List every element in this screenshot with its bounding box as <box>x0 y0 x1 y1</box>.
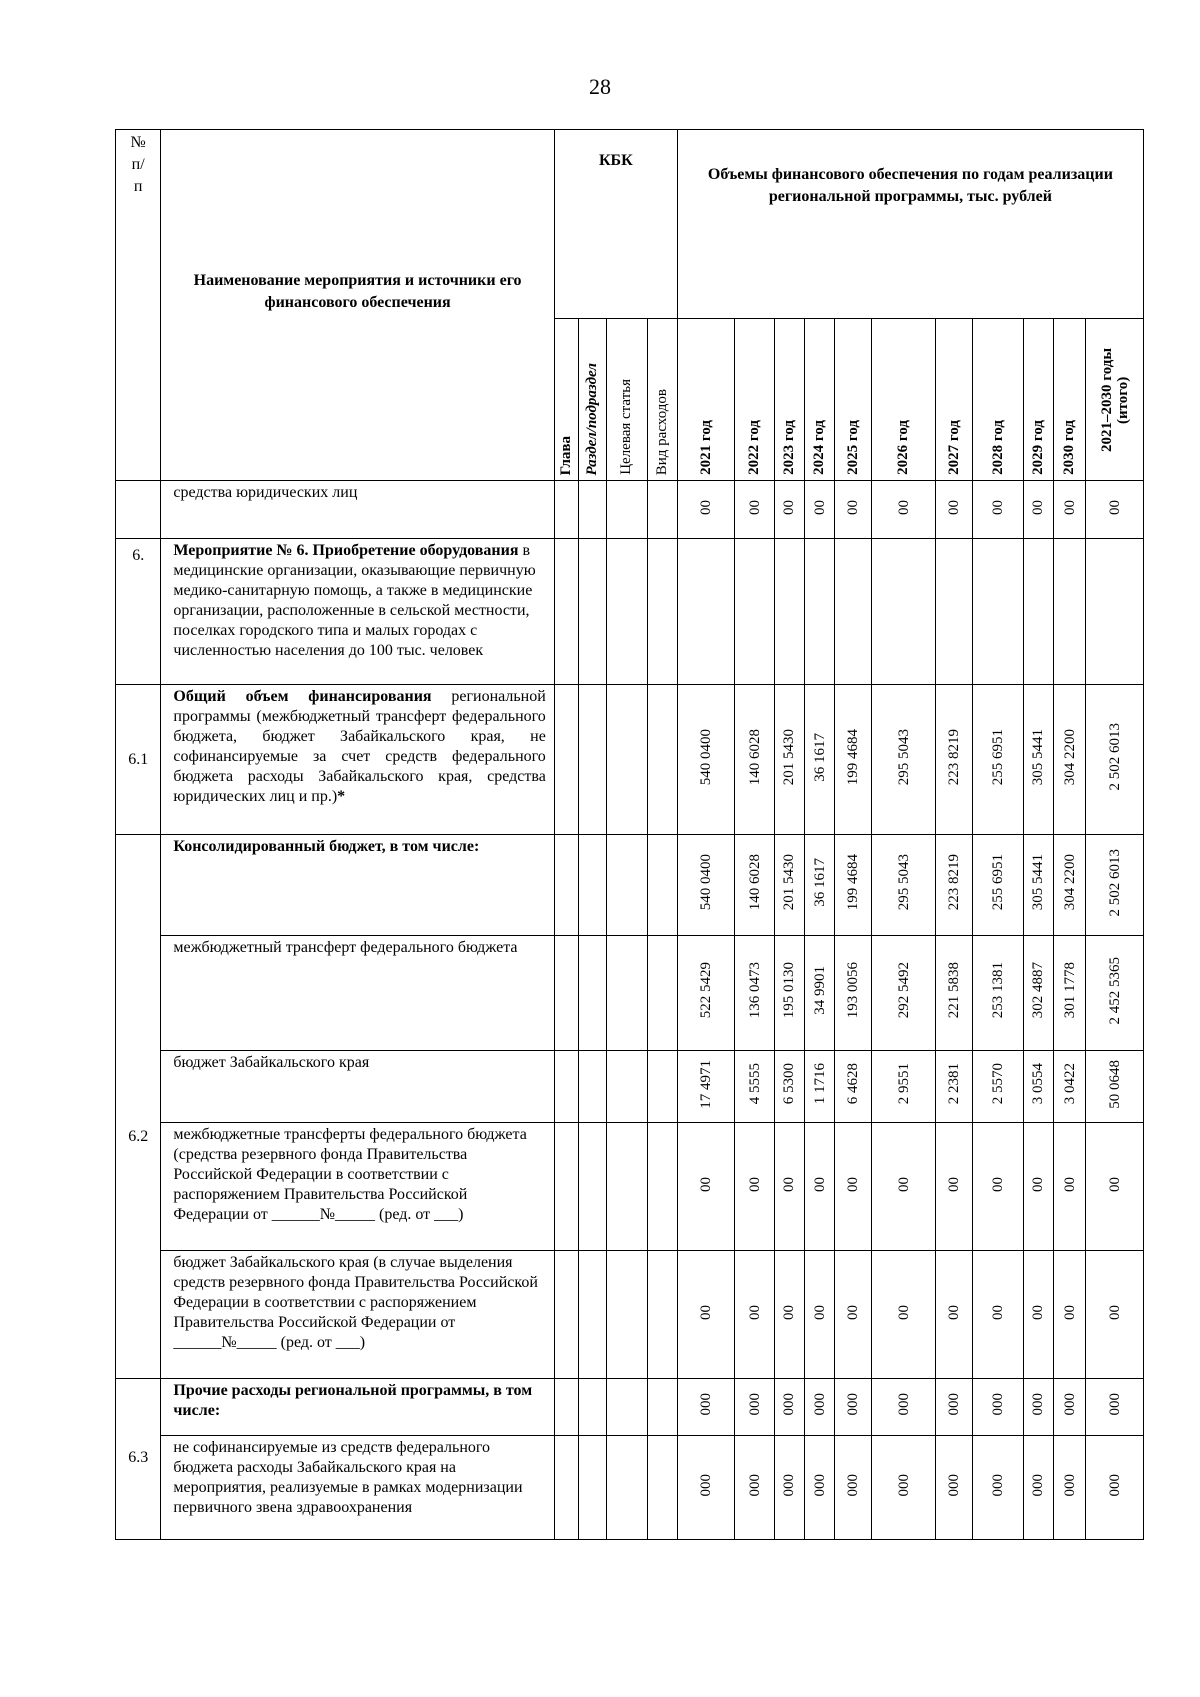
value-cell <box>973 685 1023 835</box>
value-cell <box>835 936 872 1051</box>
row-text: Консолидированный бюджет, в том числе: <box>161 835 554 936</box>
name-header: Наименование мероприятия и источники его финансового обеспечения <box>161 130 554 481</box>
value-cell <box>1054 936 1086 1051</box>
value-cell <box>872 1051 936 1123</box>
year-total: 2021–2030 годы (итого) <box>1086 319 1144 481</box>
value-text: 3 0554 <box>1030 1063 1047 1105</box>
value-cell <box>1054 1436 1086 1540</box>
value-cell <box>1023 835 1053 936</box>
value-text: 000 <box>1106 1473 1123 1497</box>
year-2029: 2029 год <box>1023 319 1053 481</box>
value-cell <box>677 1051 734 1123</box>
value-text: 223 8219 <box>946 854 963 911</box>
table-row <box>116 481 1144 539</box>
value-text: 140 6028 <box>746 854 763 911</box>
table-row <box>116 1251 1144 1379</box>
value-cell <box>735 685 774 835</box>
value-text: 000 <box>845 1473 862 1497</box>
value-text: 140 6028 <box>746 728 763 786</box>
value-cell <box>774 1379 804 1436</box>
value-cell <box>835 685 872 835</box>
value-text: 136 0473 <box>746 962 763 1019</box>
year-2030: 2030 год <box>1054 319 1086 481</box>
table-row <box>116 936 1144 1051</box>
value-text: 000 <box>811 1393 828 1416</box>
value-text: 000 <box>1030 1473 1047 1497</box>
value-text: 00 <box>990 1304 1007 1320</box>
row-text: бюджет Забайкальского края <box>161 1051 554 1123</box>
value-cell <box>936 1379 973 1436</box>
value-text: 00 <box>946 499 963 515</box>
year-2024: 2024 год <box>804 319 834 481</box>
value-text: 522 5429 <box>698 962 715 1019</box>
value-text: 000 <box>895 1473 912 1497</box>
value-text: 00 <box>1106 1304 1123 1320</box>
year-2027: 2027 год <box>936 319 973 481</box>
value-cell <box>973 1379 1023 1436</box>
value-cell <box>735 835 774 936</box>
value-text: 000 <box>781 1473 798 1497</box>
year-2025: 2025 год <box>835 319 872 481</box>
row-text: Общий объем финансирования региональной программы (межбюджетный трансферт федерального бюджета, бюджет Забайкальского края, не софинансируемые за счет средств федерального бюджета расходы Забайкальского края, средства юридических лиц и пр.)* <box>161 685 554 835</box>
value-text: 193 0056 <box>845 962 862 1019</box>
value-cell <box>804 481 834 539</box>
value-cell <box>1023 936 1053 1051</box>
year-2022: 2022 год <box>735 319 774 481</box>
value-cell <box>1054 1379 1086 1436</box>
value-cell <box>774 1123 804 1251</box>
value-cell <box>1054 685 1086 835</box>
value-cell <box>804 685 834 835</box>
value-cell <box>973 835 1023 936</box>
value-text: 201 5430 <box>781 854 798 911</box>
value-text: 00 <box>698 1176 715 1192</box>
value-text: 000 <box>990 1393 1007 1416</box>
value-text: 00 <box>746 1176 763 1192</box>
value-text: 304 2200 <box>1061 728 1078 786</box>
value-text: 00 <box>781 1304 798 1320</box>
value-text: 000 <box>895 1393 912 1416</box>
value-text: 00 <box>811 1304 828 1320</box>
value-text: 00 <box>895 499 912 515</box>
year-2028: 2028 год <box>973 319 1023 481</box>
value-cell <box>1023 1436 1053 1540</box>
value-cell <box>1023 1051 1053 1123</box>
value-cell <box>677 835 734 936</box>
value-cell <box>677 936 734 1051</box>
value-cell <box>804 1251 834 1379</box>
value-cell <box>973 1123 1023 1251</box>
value-text: 36 1617 <box>811 858 828 907</box>
value-text: 000 <box>746 1393 763 1416</box>
value-text: 4 5555 <box>746 1063 763 1105</box>
value-cell <box>872 936 936 1051</box>
value-cell <box>973 936 1023 1051</box>
value-cell <box>1054 835 1086 936</box>
row-text: Мероприятие № 6. Приобретение оборудования в медицинские организации, оказывающие первичную медико-санитарную помощь, а также в медицинские организации, расположенные в сельской местности, поселках городского типа и малых городах с численностью населения до 100 тыс. человек <box>161 539 554 685</box>
value-cell <box>936 685 973 835</box>
value-text: 000 <box>990 1473 1007 1497</box>
table-row <box>116 835 1144 936</box>
value-text: 2 502 6013 <box>1106 848 1123 917</box>
value-cell <box>774 1051 804 1123</box>
value-text: 00 <box>1030 499 1047 515</box>
value-text: 2 2381 <box>946 1063 963 1105</box>
value-text: 00 <box>990 499 1007 515</box>
value-cell <box>936 1251 973 1379</box>
value-text: 00 <box>946 1176 963 1192</box>
value-cell <box>1086 1436 1144 1540</box>
row-index: 6.2 <box>116 835 161 1379</box>
value-text: 00 <box>845 499 862 515</box>
value-cell <box>1086 835 1144 936</box>
value-text: 253 1381 <box>990 962 1007 1019</box>
value-cell <box>973 1251 1023 1379</box>
value-cell <box>677 1123 734 1251</box>
value-text: 223 8219 <box>946 728 963 786</box>
value-cell <box>973 1051 1023 1123</box>
value-cell <box>1086 1251 1144 1379</box>
value-text: 00 <box>946 1304 963 1320</box>
value-text: 304 2200 <box>1061 854 1078 911</box>
value-text: 6 5300 <box>781 1063 798 1105</box>
value-cell <box>804 1379 834 1436</box>
value-cell <box>677 685 734 835</box>
value-cell <box>973 1436 1023 1540</box>
value-text: 00 <box>1106 1176 1123 1192</box>
value-text: 17 4971 <box>698 1059 715 1109</box>
value-cell <box>936 1051 973 1123</box>
value-cell <box>774 835 804 936</box>
value-text: 000 <box>946 1473 963 1497</box>
value-text: 199 4684 <box>845 854 862 911</box>
value-text: 2 9551 <box>895 1063 912 1105</box>
value-cell <box>804 1436 834 1540</box>
value-cell <box>1086 936 1144 1051</box>
value-text: 00 <box>1106 499 1123 515</box>
value-text: 1 1716 <box>811 1063 828 1105</box>
value-text: 00 <box>895 1176 912 1192</box>
value-text: 2 5570 <box>990 1063 1007 1105</box>
value-cell <box>735 1379 774 1436</box>
value-cell <box>774 1251 804 1379</box>
value-cell <box>835 1123 872 1251</box>
value-text: 255 6951 <box>990 728 1007 786</box>
value-text: 000 <box>946 1393 963 1416</box>
value-cell <box>1086 1379 1144 1436</box>
row-index <box>116 481 161 539</box>
row-text: Прочие расходы региональной программы, в том числе: <box>161 1379 554 1436</box>
value-cell <box>1086 1123 1144 1251</box>
row-text: не софинансируемые из средств федерального бюджета расходы Забайкальского края на мероприятия, реализуемые в рамках модернизации первичного звена здравоохранения <box>161 1436 554 1540</box>
value-text: 540 0400 <box>698 728 715 786</box>
value-cell <box>936 481 973 539</box>
value-cell <box>735 1051 774 1123</box>
num-header: № п/ п <box>116 130 161 481</box>
value-cell <box>735 936 774 1051</box>
value-text: 000 <box>698 1393 715 1416</box>
value-text: 000 <box>746 1473 763 1497</box>
value-cell <box>936 1436 973 1540</box>
value-text: 34 9901 <box>811 966 828 1015</box>
value-cell <box>677 1251 734 1379</box>
financing-table <box>115 129 1144 1540</box>
value-cell <box>735 1436 774 1540</box>
value-text: 305 5441 <box>1030 854 1047 911</box>
value-cell <box>735 1251 774 1379</box>
value-text: 00 <box>1061 499 1078 515</box>
year-2026: 2026 год <box>872 319 936 481</box>
volumes-header: Объемы финансового обеспечения по годам реализации региональной программы, тыс. рублей <box>677 130 1143 319</box>
year-2023: 2023 год <box>774 319 804 481</box>
value-cell <box>804 835 834 936</box>
value-text: 00 <box>845 1304 862 1320</box>
value-cell <box>774 481 804 539</box>
value-cell <box>1086 481 1144 539</box>
value-cell <box>774 936 804 1051</box>
row-index: 6. <box>116 539 161 685</box>
table-row <box>116 1379 1144 1436</box>
value-text: 000 <box>1106 1393 1123 1416</box>
value-cell <box>973 481 1023 539</box>
value-text: 36 1617 <box>811 732 828 782</box>
value-text: 201 5430 <box>781 728 798 786</box>
table-row <box>116 1436 1144 1540</box>
row-index: 6.3 <box>116 1379 161 1540</box>
value-cell <box>1023 481 1053 539</box>
value-text: 6 4628 <box>845 1063 862 1105</box>
row-text: средства юридических лиц <box>161 481 554 539</box>
value-cell <box>872 1251 936 1379</box>
kbk-col-vid: Вид расходов <box>647 319 677 481</box>
row-text: межбюджетные трансферты федерального бюджета (средства резервного фонда Правительства Российской Федерации в соответствии с распоряжением Правительства Российской Федерации от ______№_____ (ред. от ___) <box>161 1123 554 1251</box>
value-cell <box>677 1436 734 1540</box>
value-text: 00 <box>746 1304 763 1320</box>
value-cell <box>936 835 973 936</box>
value-cell <box>835 835 872 936</box>
value-cell <box>835 1051 872 1123</box>
value-cell <box>936 1123 973 1251</box>
value-cell <box>804 936 834 1051</box>
value-cell <box>835 1251 872 1379</box>
value-cell <box>677 1379 734 1436</box>
value-text: 00 <box>845 1176 862 1192</box>
page-number: 28 <box>589 74 611 99</box>
value-text: 2 452 5365 <box>1106 956 1123 1025</box>
kbk-header: КБК <box>554 130 677 319</box>
value-text: 301 1778 <box>1061 962 1078 1019</box>
value-text: 00 <box>1030 1176 1047 1192</box>
value-cell <box>1023 1379 1053 1436</box>
value-cell <box>1054 1051 1086 1123</box>
value-text: 295 5043 <box>895 854 912 911</box>
value-cell <box>774 685 804 835</box>
value-cell <box>872 685 936 835</box>
value-text: 00 <box>990 1176 1007 1192</box>
row-text: межбюджетный трансферт федерального бюджета <box>161 936 554 1051</box>
value-text: 00 <box>811 499 828 515</box>
value-text: 50 0648 <box>1106 1059 1123 1109</box>
value-text: 00 <box>895 1304 912 1320</box>
value-cell <box>872 481 936 539</box>
value-cell <box>1054 481 1086 539</box>
value-text: 000 <box>1030 1393 1047 1416</box>
value-text: 00 <box>1061 1176 1078 1192</box>
value-cell <box>1023 1251 1053 1379</box>
value-cell <box>1023 685 1053 835</box>
kbk-col-razdel: Раздел/подраздел <box>579 319 607 481</box>
value-text: 000 <box>781 1393 798 1416</box>
value-cell <box>1086 685 1144 835</box>
value-text: 295 5043 <box>895 728 912 786</box>
value-cell <box>804 1051 834 1123</box>
value-text: 540 0400 <box>698 854 715 911</box>
value-cell <box>872 1123 936 1251</box>
value-cell <box>872 1436 936 1540</box>
value-text: 3 0422 <box>1061 1063 1078 1105</box>
table-row <box>116 539 1144 685</box>
value-cell <box>872 835 936 936</box>
value-text: 00 <box>811 1176 828 1192</box>
value-cell <box>835 1436 872 1540</box>
value-text: 00 <box>698 1304 715 1320</box>
value-cell <box>1086 1051 1144 1123</box>
value-cell <box>835 1379 872 1436</box>
value-text: 195 0130 <box>781 962 798 1019</box>
value-cell <box>804 1123 834 1251</box>
value-cell <box>936 936 973 1051</box>
value-cell <box>835 481 872 539</box>
value-cell <box>1054 1251 1086 1379</box>
value-cell <box>735 481 774 539</box>
value-text: 00 <box>781 499 798 515</box>
value-cell <box>1023 1123 1053 1251</box>
table-row <box>116 685 1144 835</box>
value-text: 000 <box>811 1473 828 1497</box>
value-cell <box>872 1379 936 1436</box>
value-text: 00 <box>1061 1304 1078 1320</box>
value-text: 000 <box>1061 1393 1078 1416</box>
row-text: бюджет Забайкальского края (в случае выделения средств резервного фонда Правительства Российской Федерации в соответствии с распоряжением Правительства Российской Федерации от ______№_____ (ред. от ___) <box>161 1251 554 1379</box>
value-cell <box>774 1436 804 1540</box>
table-row <box>116 1123 1144 1251</box>
value-text: 221 5838 <box>946 962 963 1019</box>
value-cell <box>1054 1123 1086 1251</box>
kbk-col-celevaya: Целевая статья <box>607 319 647 481</box>
value-text: 00 <box>1030 1304 1047 1320</box>
row-index: 6.1 <box>116 685 161 835</box>
value-text: 292 5492 <box>895 962 912 1019</box>
value-text: 00 <box>781 1176 798 1192</box>
value-text: 255 6951 <box>990 854 1007 911</box>
value-text: 302 4887 <box>1030 962 1047 1019</box>
value-cell <box>677 481 734 539</box>
value-text: 000 <box>1061 1473 1078 1497</box>
value-cell <box>735 1123 774 1251</box>
table-row <box>116 1051 1144 1123</box>
value-text: 2 502 6013 <box>1106 723 1123 791</box>
value-text: 305 5441 <box>1030 728 1047 786</box>
value-text: 000 <box>845 1393 862 1416</box>
value-text: 199 4684 <box>845 728 862 786</box>
value-text: 00 <box>698 499 715 515</box>
value-text: 00 <box>746 499 763 515</box>
year-2021: 2021 год <box>677 319 734 481</box>
kbk-col-glava: Глава <box>554 319 578 481</box>
value-text: 000 <box>698 1473 715 1497</box>
